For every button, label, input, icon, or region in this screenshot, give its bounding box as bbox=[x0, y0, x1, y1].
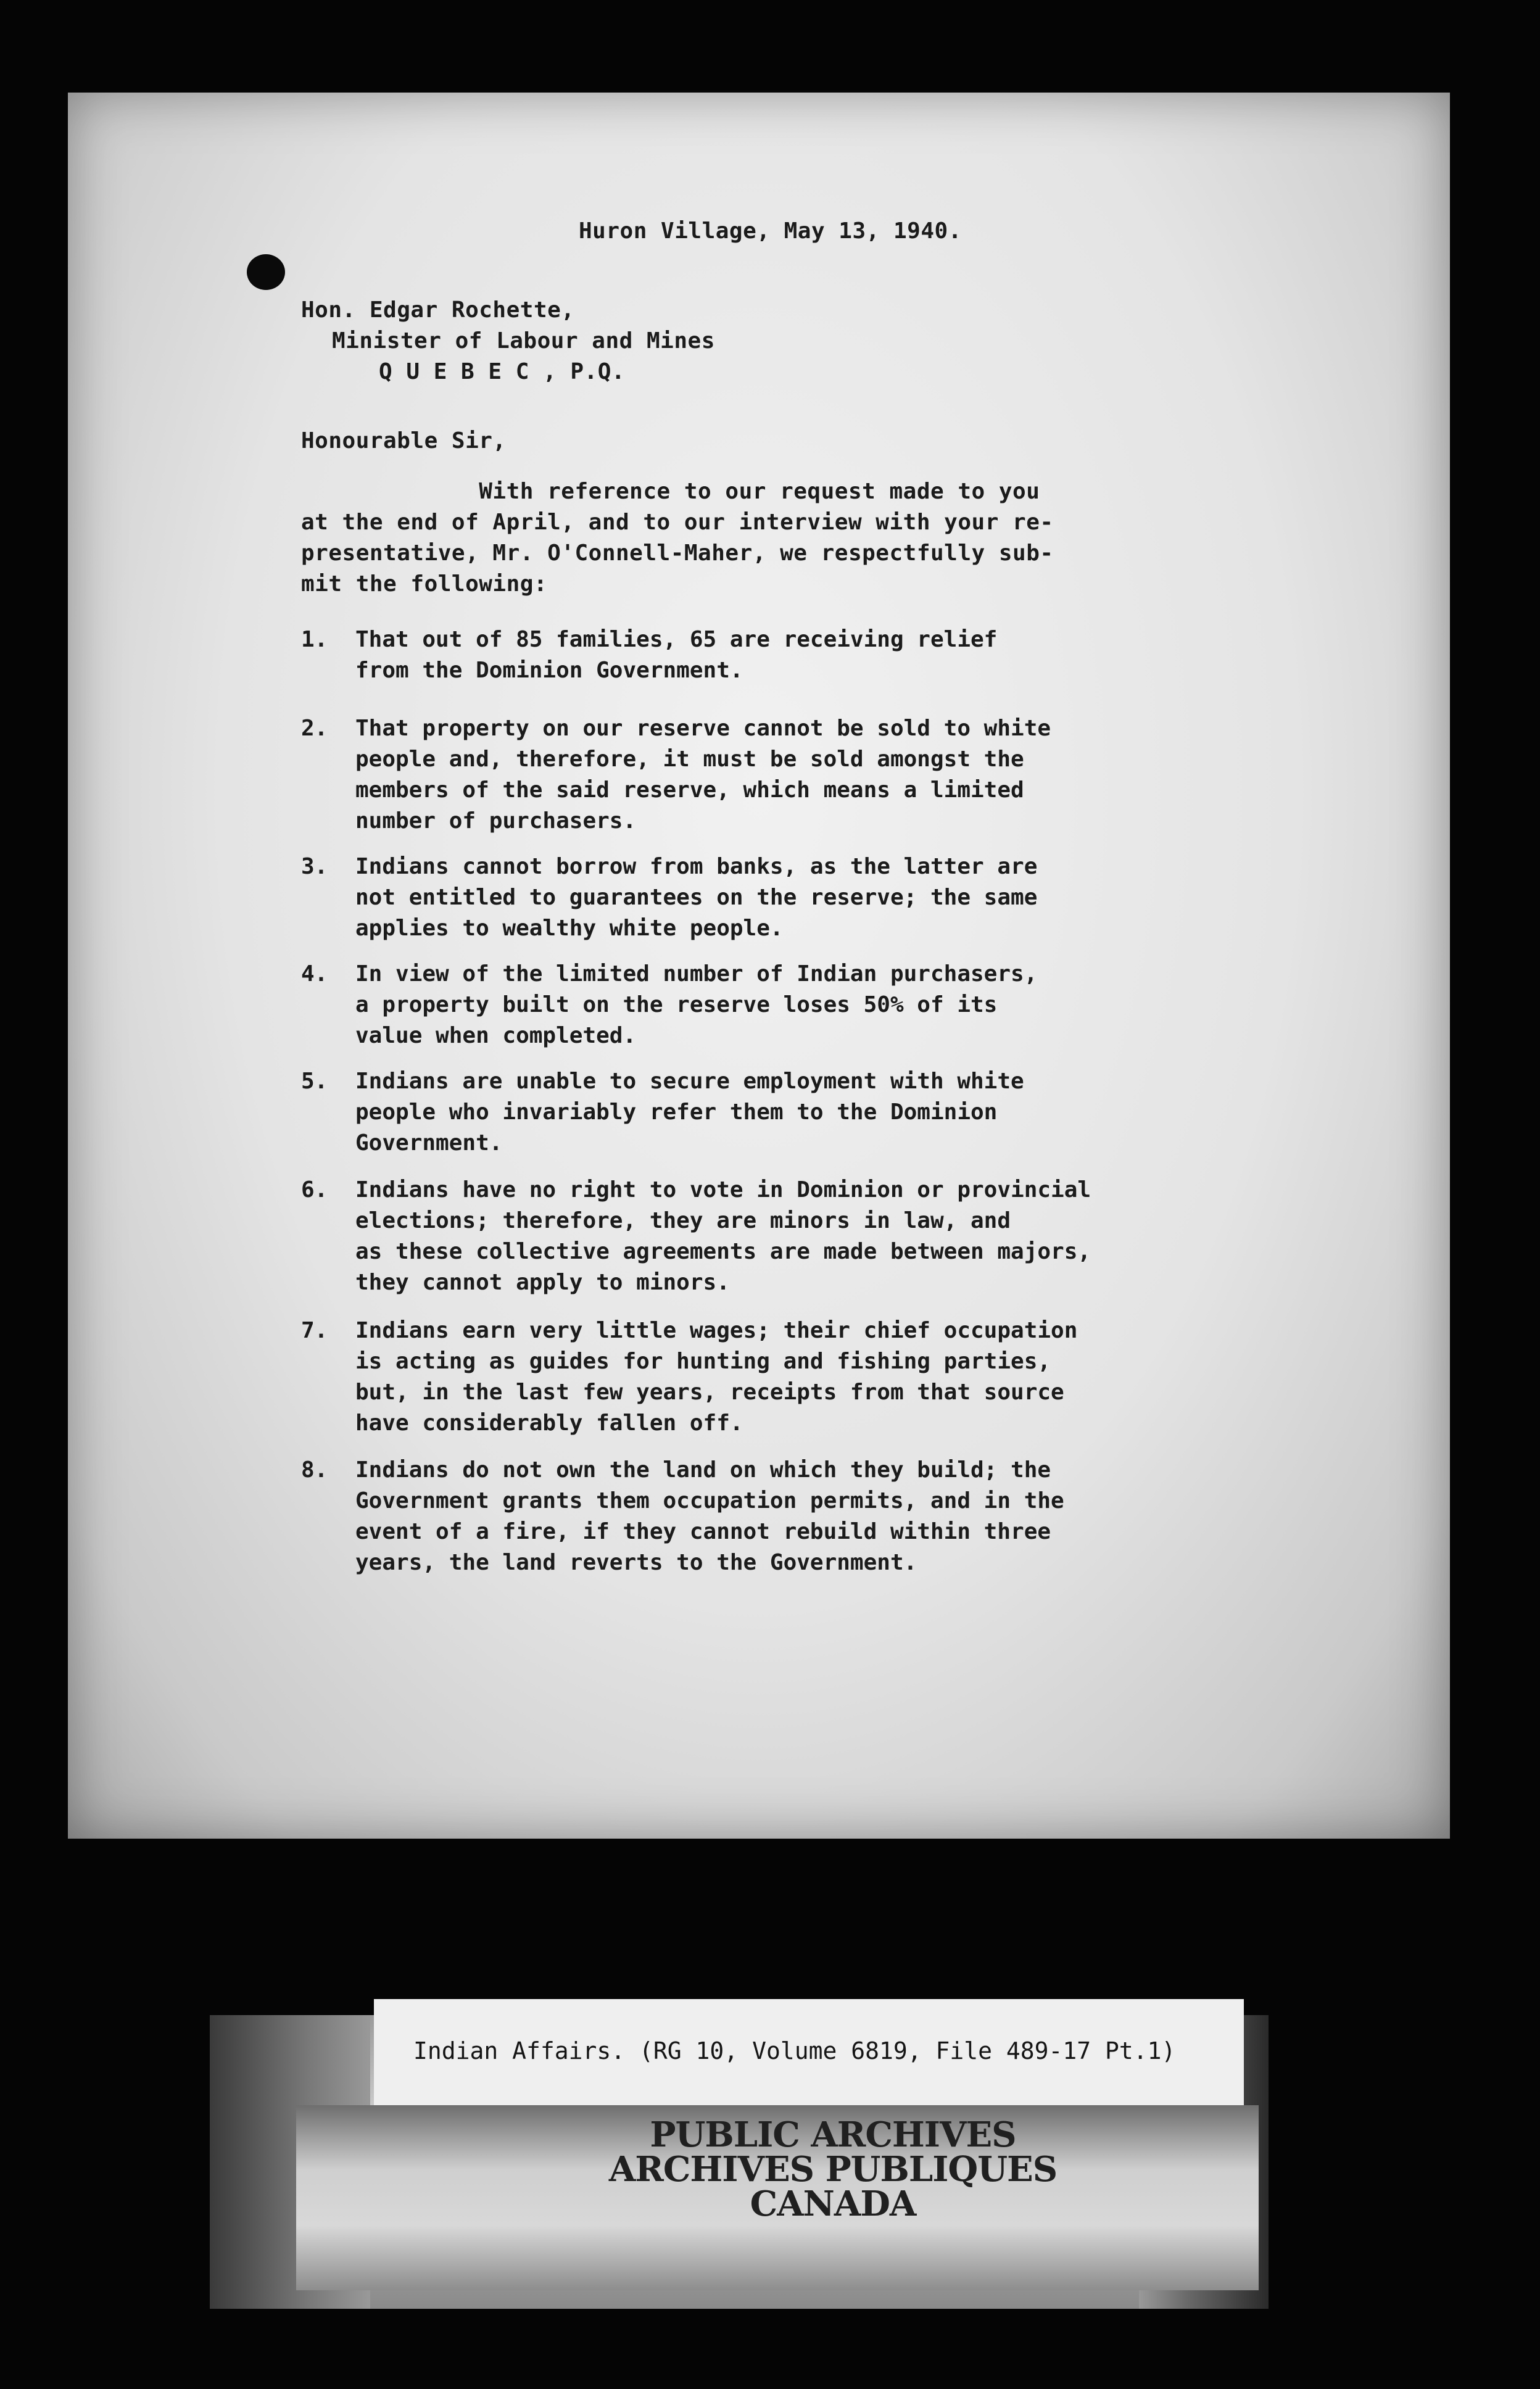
recipient-name: Hon. Edgar Rochette, bbox=[301, 297, 575, 323]
recipient-title: Minister of Labour and Mines bbox=[332, 328, 715, 354]
item-number: 6. bbox=[301, 1177, 328, 1203]
archive-stamp bbox=[555, 2114, 1111, 2224]
item-number: 4. bbox=[301, 961, 328, 987]
dateline: Huron Village, May 13, 1940. bbox=[579, 218, 962, 244]
item-text: Indians are unable to secure employment with white people who invariably refer them to the Dominion Government. bbox=[355, 1069, 1024, 1156]
item-number: 2. bbox=[301, 716, 328, 741]
list-item bbox=[301, 959, 1037, 1051]
item-text: Indians do not own the land on which they build; the Government grants them occupation permits, and in the event of a fire, if they cannot rebuild within three years, the land reverts to the Government. bbox=[355, 1457, 1064, 1575]
list-item bbox=[301, 1066, 1024, 1159]
item-number: 1. bbox=[301, 627, 328, 652]
item-text: Indians have no right to vote in Dominion or provincial elections; therefore, they are minors in law, and as these collective agreements are made between majors, they cannot apply to minors. bbox=[355, 1177, 1091, 1295]
list-item bbox=[301, 1315, 1077, 1439]
archive-reference: Indian Affairs. (RG 10, Volume 6819, File 489-17 Pt.1) bbox=[413, 2037, 1176, 2064]
list-item bbox=[301, 1175, 1091, 1298]
punch-hole bbox=[247, 254, 285, 290]
intro-paragraph: With reference to our request made to you at the end of April, and to our interview with your re- presentative, Mr. O'Connell-Maher, we respectfully sub- mit the following: bbox=[301, 479, 1054, 597]
item-number: 3. bbox=[301, 854, 328, 879]
stamp-line: CANADA bbox=[750, 2184, 916, 2224]
item-number: 8. bbox=[301, 1457, 328, 1483]
list-item bbox=[301, 1455, 1064, 1578]
item-text: Indians cannot borrow from banks, as the latter are not entitled to guarantees on the reserve; the same applies to wealthy white people. bbox=[355, 854, 1038, 941]
recipient-location: Q U E B E C , P.Q. bbox=[379, 359, 626, 384]
item-text: In view of the limited number of Indian purchasers, a property built on the reserve loses 50% of its value when completed. bbox=[355, 961, 1038, 1048]
list-item bbox=[301, 851, 1037, 944]
item-number: 7. bbox=[301, 1318, 328, 1343]
salutation: Honourable Sir, bbox=[301, 428, 507, 453]
stamp-line: ARCHIVES PUBLIQUES bbox=[608, 2149, 1058, 2190]
stamp-line: PUBLIC ARCHIVES bbox=[650, 2114, 1016, 2155]
item-text: That out of 85 families, 65 are receiving relief from the Dominion Government. bbox=[355, 627, 998, 683]
item-number: 5. bbox=[301, 1069, 328, 1094]
item-text: Indians earn very little wages; their chief occupation is acting as guides for hunting and fishing parties, but, in the last few years, receipts from that source have considerably fallen off. bbox=[355, 1318, 1078, 1436]
item-text: That property on our reserve cannot be sold to white people and, therefore, it must be sold amongst the members of the said reserve, which means a limited number of purchasers. bbox=[355, 716, 1051, 834]
list-item bbox=[301, 624, 997, 686]
list-item bbox=[301, 713, 1051, 837]
